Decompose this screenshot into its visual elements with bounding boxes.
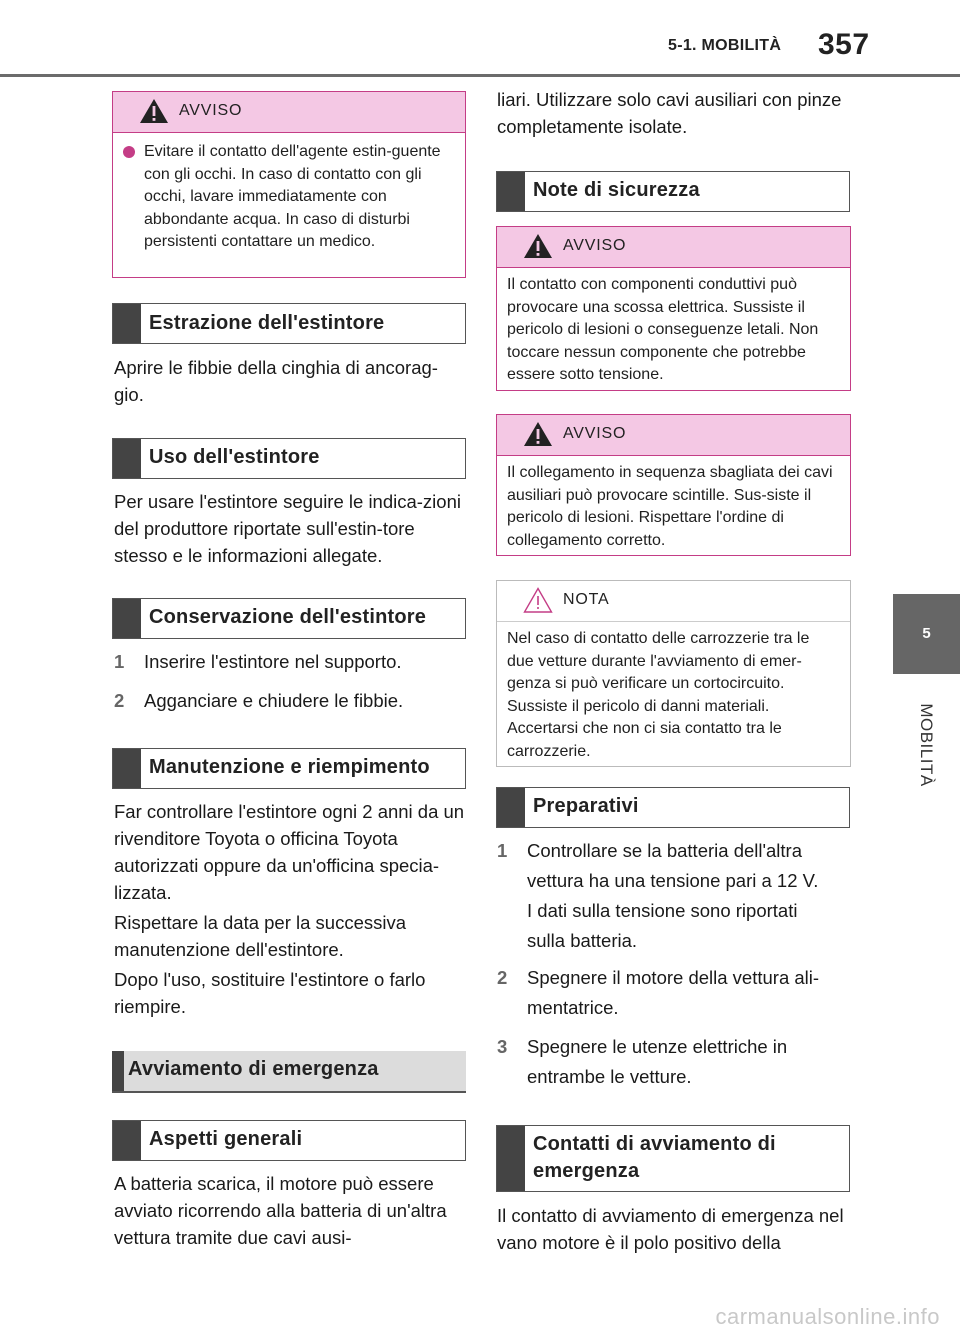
warning-title: AVVISO [563, 237, 627, 254]
paragraph: Dopo l'uso, sostituire l'estintore o farlo riempire. [114, 969, 426, 1017]
paragraph: Per usare l'estintore seguire le indica-zioni del produttore riportate sull'estin-tore stesso e le informazioni allegate. [114, 491, 461, 566]
list-item: 3 Spegnere le utenze elettriche in entrambe le vetture. [497, 1036, 788, 1087]
note-header [497, 581, 850, 622]
warning-text: Il collegamento in sequenza sbagliata dei cavi ausiliari può provocare scintille. Sus-siste il pericolo di lesioni. Rispettare l'ordine di collegamento corretto. [507, 464, 833, 549]
section-heading: Preparativi [496, 787, 850, 828]
warning-icon [523, 421, 553, 447]
warning-title: AVVISO [179, 102, 243, 119]
section-heading: Aspetti generali [112, 1120, 466, 1161]
paragraph: Aprire le fibbie della cinghia di ancorag-gio. [114, 357, 438, 405]
warning-box [496, 226, 851, 391]
paragraph: Rispettare la data per la successiva manutenzione dell'estintore. [114, 912, 407, 960]
page-number: 357 [818, 28, 870, 61]
paragraph: A batteria scarica, il motore può essere avviato ricorrendo alla batteria di un'altra vettura tramite due cavi ausi- [114, 1173, 447, 1248]
paragraph: Il contatto di avviamento di emergenza nel vano motore è il polo positivo della [497, 1205, 844, 1253]
note-box [496, 580, 851, 767]
list-item: 1 Inserire l'estintore nel supporto. [114, 651, 402, 672]
warning-text: Il contatto con componenti conduttivi può provocare una scossa elettrica. Sussiste il pericolo di lesioni o conseguenze letali. Non toccare nessun componente che potrebbe essere sotto tensione. [507, 276, 819, 383]
section-heading: Conservazione dell'estintore [112, 598, 466, 639]
section-heading: Manutenzione e riempimento [112, 748, 466, 789]
paragraph: Far controllare l'estintore ogni 2 anni da un rivenditore Toyota o officina Toyota autorizzati oppure da un'officina specia-lizzata. [114, 801, 465, 903]
watermark: carmanualsonline.info [715, 1304, 940, 1329]
warning-header [113, 92, 465, 133]
warning-icon [139, 98, 169, 124]
warning-text: Evitare il contatto dell'agente estin-guente con gli occhi. In caso di contatto con gli occhi, lavare immediatamente con abbondante acqua. In caso di disturbi persistenti contattare un medico. [144, 143, 441, 250]
chapter-heading: Avviamento di emergenza [112, 1051, 466, 1093]
list-item: 1 Controllare se la batteria dell'altra vettura ha una tensione pari a 12 V. I dati sulla tensione sono riportati sulla batteria. [497, 840, 819, 951]
warning-icon [523, 233, 553, 259]
section-heading: Estrazione dell'estintore [112, 303, 466, 344]
warning-title: AVVISO [563, 425, 627, 442]
section-heading: Contatti di avviamento di emergenza [496, 1125, 850, 1192]
list-item: 2 Agganciare e chiudere le fibbie. [114, 690, 404, 711]
header-rule [0, 74, 960, 77]
bullet-icon [123, 146, 135, 158]
caution-icon [523, 587, 553, 613]
chapter-label: MOBILITÀ [917, 703, 936, 787]
paragraph: liari. Utilizzare solo cavi ausiliari con pinze completamente isolate. [497, 89, 842, 137]
chapter-tab[interactable]: 5 [893, 594, 960, 674]
note-title: NOTA [563, 591, 610, 608]
section-title: 5-1. MOBILITÀ [668, 37, 782, 54]
warning-box [496, 414, 851, 556]
section-heading: Uso dell'estintore [112, 438, 466, 479]
warning-header [497, 227, 850, 268]
note-text: Nel caso di contatto delle carrozzerie tra le due vetture durante l'avviamento di emer-genza si può verificare un cortocircuito. Sussiste il pericolo di danni materiali. Accertarsi che non ci sia contatto tra le carrozzerie. [507, 630, 810, 760]
section-heading: Note di sicurezza [496, 171, 850, 212]
warning-box [112, 91, 466, 278]
list-item: 2 Spegnere il motore della vettura ali- mentatrice. [497, 967, 820, 1018]
warning-header [497, 415, 850, 456]
